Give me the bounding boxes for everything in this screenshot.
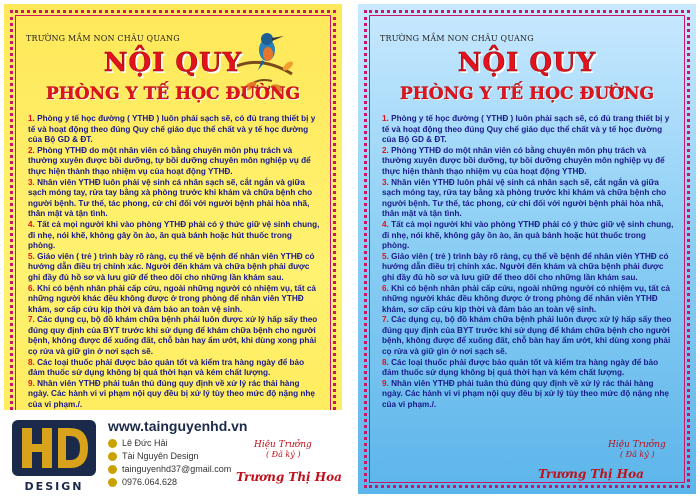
rule-item: 2. Phòng YTHĐ do một nhân viên có bằng chuyên môn phụ trách và thường xuyên được bồi dưỡng, tự bồi dưỡng chuyên môn nghiệp vụ để thực hiện thành thạo nhiệm vụ của hoạt động YTHĐ. (28, 145, 311, 176)
principal-title: Hiệu Trưởng (254, 440, 312, 450)
rule-item: 9. Nhân viên YTHĐ phải tuân thủ đúng quy định về xử lý rác thải hàng ngày. Các hành vi vi phạm nội quy đều bị xử lý tùy theo mức độ nặng nhẹ của vi phạm./. (28, 378, 315, 410)
contact-row: 0976.064.628 (108, 477, 177, 487)
principal-name: Trương Thị Hoa (236, 470, 342, 484)
hd-design-logo (8, 416, 100, 496)
signed-note: ( Đã ký ) (620, 450, 655, 459)
rule-item: 7. Các dụng cụ, bộ đồ khám chữa bệnh phải luôn được xử lý hấp sấy theo đúng quy định của BYT trước khi sử dụng để khám chữa bệnh cho người bệnh, không được để xuống đất, chỗ bàn hay ẩm ướt, khi dùng xong phải cọ rửa và giữ gìn ở nơi sạch sẽ. (28, 315, 318, 357)
principal-name: Trương Thị Hoa (538, 467, 644, 481)
school-name: TRƯỜNG MẦM NON CHÂU QUANG (26, 34, 180, 43)
contact-row: Lê Đức Hải (108, 438, 168, 448)
phone-icon (108, 478, 117, 487)
rule-item: 1. Phòng y tế học đường ( YTHĐ ) luôn phải sạch sẽ, có đủ trang thiết bị y tế và hoạt động theo đúng Quy chế giáo dục thể chất và y tế học đường của Bộ GD & ĐT. (28, 114, 316, 145)
principal-title: Hiệu Trưởng (608, 440, 666, 450)
rule-item: 7. Các dụng cụ, bộ đồ khám chữa bệnh phải luôn được xử lý hấp sấy theo đúng quy định của BYT trước khi sử dụng để khám chữa bệnh cho người bệnh, không được để xuống đất, chỗ bàn hay ẩm ướt, khi dùng xong phải cọ rửa và giữ gìn ở nơi sạch sẽ. (382, 315, 672, 357)
poster-subtitle: PHÒNG Y TẾ HỌC ĐƯỜNG (399, 84, 655, 104)
signed-note: ( Đã ký ) (266, 450, 301, 459)
poster-subtitle: PHÒNG Y TẾ HỌC ĐƯỜNG (45, 84, 301, 104)
rule-item: 2. Phòng YTHĐ do một nhân viên có bằng chuyên môn phụ trách và thường xuyên được bồi dưỡng, tự bồi dưỡng chuyên môn nghiệp vụ để thực hiện thành thạo nhiệm vụ của hoạt động YTHĐ. (382, 145, 665, 176)
rule-item: 6. Khi có bệnh nhân phải cấp cứu, ngoài những người có nhiệm vụ, tất cả những người khác đều không được ở trong phòng để nhân viên YTHĐ khám, sơ cấp cứu kịp thời và đảm bảo an toàn vệ sinh. (28, 283, 316, 314)
school-name: TRƯỜNG MẦM NON CHÂU QUANG (380, 34, 534, 43)
facebook-icon (108, 452, 117, 461)
rule-item: 3. Nhân viên YTHĐ luôn phải vệ sinh cá nhân sạch sẽ, cắt ngắn và giữa sạch móng tay, rửa tay bằng xà phòng trước khi khám và chữa bệnh cho người bệnh. Tư thế, tác phong, cử chỉ đối với người bệnh phải hòa nhã, thân mật và tận tình. (382, 177, 667, 219)
rule-item: 8. Các loại thuốc phải được bảo quản tốt và kiểm tra hàng ngày để bảo đảm thuốc sử dụng không bị quá thời hạn và kém chất lượng. (382, 357, 659, 378)
rules-list (382, 114, 674, 411)
rules-list (28, 114, 320, 411)
poster-blue (358, 4, 696, 494)
rule-item: 5. Giáo viên ( trẻ ) trình bày rõ ràng, cụ thể về bệnh để nhân viên YTHĐ có hướng dẫn điều trị chính xác. Người đến khám và chữa bệnh phải được ghi đầy đủ hồ sơ và lưu giữ để theo dõi cho những lần khám sau. (28, 251, 315, 282)
poster-title: NỘI QUY (457, 48, 597, 78)
rule-item: 3. Nhân viên YTHĐ luôn phải vệ sinh cá nhân sạch sẽ, cắt ngắn và giữa sạch móng tay, rửa tay bằng xà phòng trước khi khám và chữa bệnh cho người bệnh. Tư thế, tác phong, cử chỉ đối với người bệnh phải hòa nhã, thân mật và tận tình. (28, 177, 313, 219)
contact-row: tainguyenhd37@gmail.com (108, 464, 231, 474)
poster-title: NỘI QUY (103, 48, 243, 78)
contact-row: Tài Nguyên Design (108, 451, 199, 461)
rule-item: 4. Tất cả mọi người khi vào phòng YTHĐ phải có ý thức giữ vệ sinh chung, đi nhẹ, nói khẽ, không gây ồn ào, ăn quà bánh hoặc hút thuốc trong phòng. (28, 219, 320, 251)
rule-item: 4. Tất cả mọi người khi vào phòng YTHĐ phải có ý thức giữ vệ sinh chung, đi nhẹ, nói khẽ, không gây ồn ào, ăn quà bánh hoặc hút thuốc trong phòng. (382, 219, 674, 251)
logo-text: DESIGN (24, 480, 84, 493)
rule-item: 9. Nhân viên YTHĐ phải tuân thủ đúng quy định về xử lý rác thải hàng ngày. Các hành vi vi phạm nội quy đều bị xử lý tùy theo mức độ nặng nhẹ của vi phạm./. (382, 378, 669, 410)
email-icon (108, 465, 117, 474)
rule-item: 8. Các loại thuốc phải được bảo quản tốt và kiểm tra hàng ngày để bảo đảm thuốc sử dụng không bị quá thời hạn và kém chất lượng. (28, 357, 305, 378)
rule-item: 1. Phòng y tế học đường ( YTHĐ ) luôn phải sạch sẽ, có đủ trang thiết bị y tế và hoạt động theo đúng Quy chế giáo dục thể chất và y tế học đường của Bộ GD & ĐT. (382, 114, 670, 145)
website-url: www.tainguyenhd.vn (108, 418, 248, 434)
rule-item: 5. Giáo viên ( trẻ ) trình bày rõ ràng, cụ thể về bệnh để nhân viên YTHĐ có hướng dẫn điều trị chính xác. Người đến khám và chữa bệnh phải được ghi đầy đủ hồ sơ và lưu giữ để theo dõi cho những lần khám sau. (382, 251, 669, 282)
rule-item: 6. Khi có bệnh nhân phải cấp cứu, ngoài những người có nhiệm vụ, tất cả những người khác đều không được ở trong phòng để nhân viên YTHĐ khám, sơ cấp cứu kịp thời và đảm bảo an toàn vệ sinh. (382, 283, 670, 314)
user-icon (108, 439, 117, 448)
